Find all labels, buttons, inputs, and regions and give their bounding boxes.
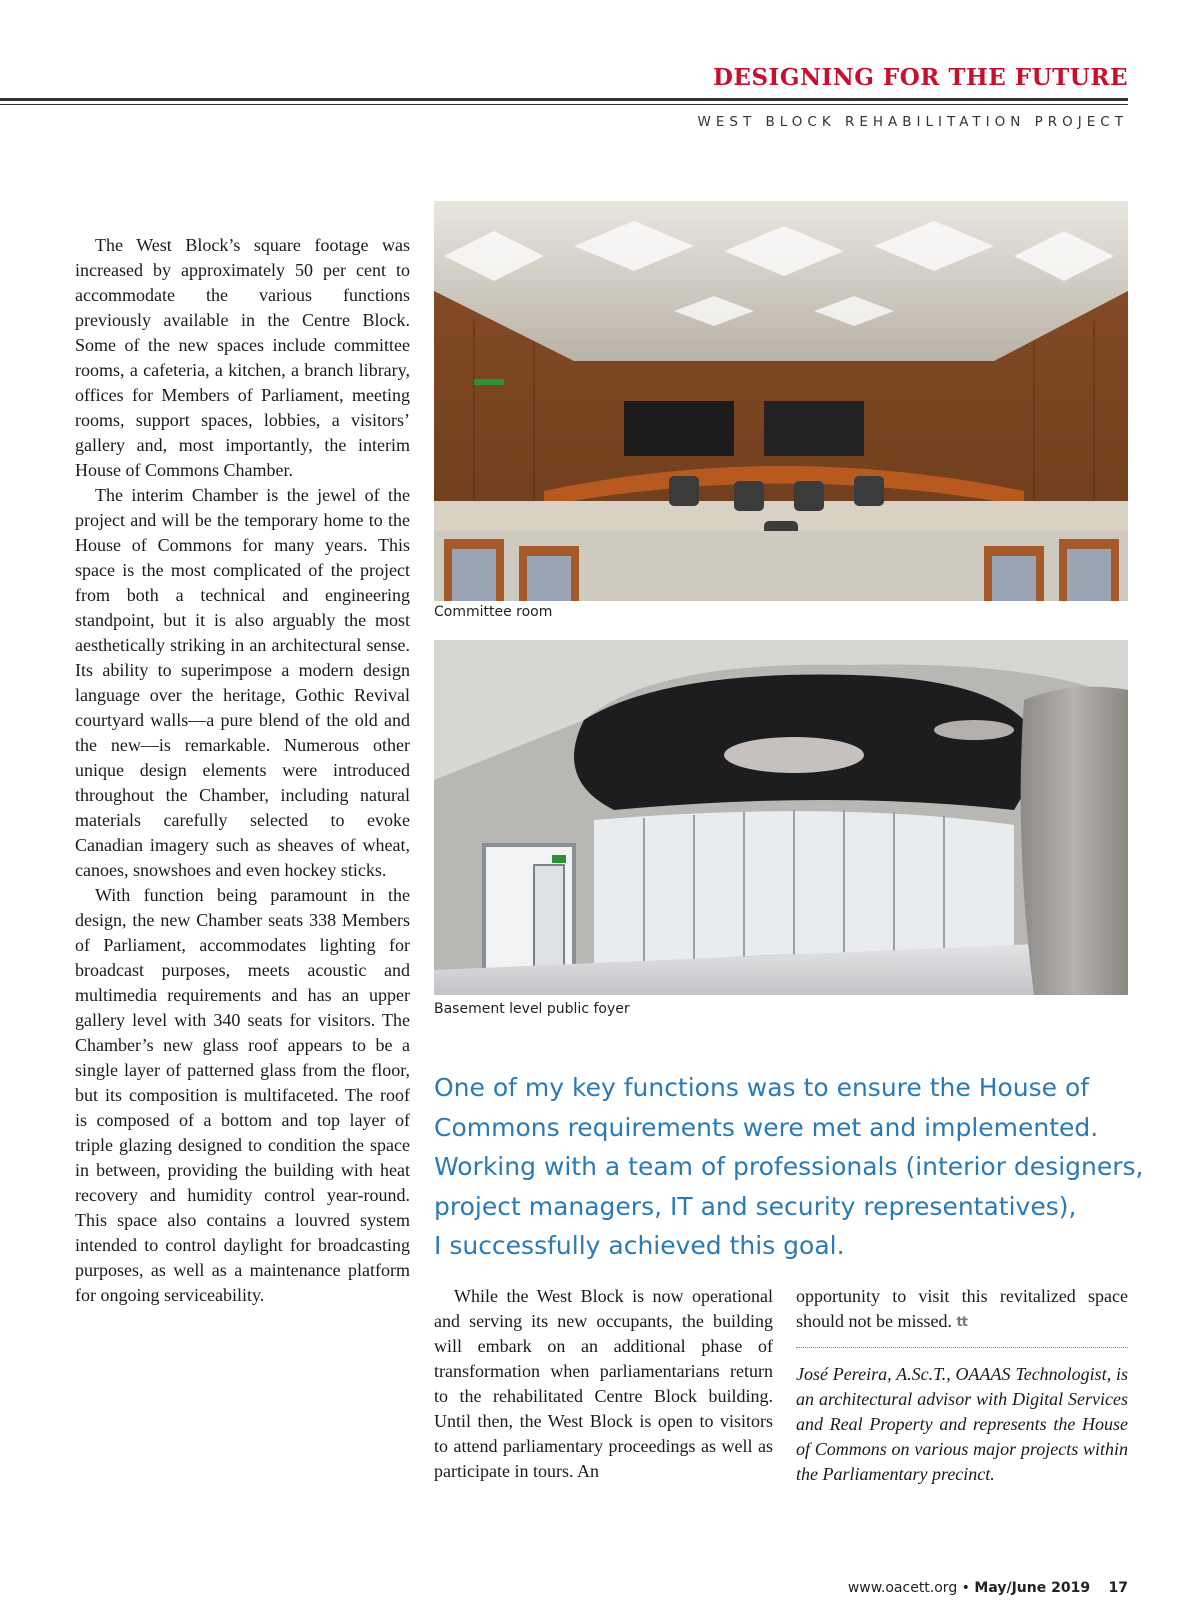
pull-quote: [434, 1068, 1144, 1266]
pull-quote-line: I successfully achieved this goal.: [434, 1231, 845, 1260]
paragraph: The interim Chamber is the jewel of the project and will be the temporary home to the House of Commons for many years. This space is the most complicated of the project from both a technical and engineering standpoint, but it is also arguably the most aesthetically striking in an architectural sense. Its ability to superimpose a modern design language over the heritage, Gothic Revival courtyard walls—a pure blend of the old and the new—is remarkable. Numerous other unique design elements were introduced throughout the Chamber, including natural materials carefully selected to evoke Canadian imagery such as sheaves of wheat, canoes, snowshoes and even hockey sticks.: [75, 485, 410, 880]
pull-quote-line: Working with a team of professionals (interior designers,: [434, 1152, 1144, 1181]
photo-caption: Committee room: [434, 604, 553, 620]
section-title: DESIGNING FOR THE FUTURE: [712, 64, 1128, 91]
page-number: 17: [1108, 1580, 1128, 1596]
middle-column: [434, 1284, 773, 1484]
pull-quote-line: One of my key functions was to ensure the House of: [434, 1073, 1090, 1102]
paragraph: The West Block’s square footage was increased by approximately 50 per cent to accommodate the various functions previously available in the Centre Block. Some of the new spaces include committee rooms, a cafeteria, a kitchen, a branch library, offices for Members of Parliament, meeting rooms, support spaces, lobbies, a visitors’ gallery and, most importantly, the interim House of Commons Chamber.: [75, 235, 410, 480]
paragraph: With function being paramount in the design, the new Chamber seats 338 Members of Parliament, accommodates lighting for broadcast purposes, meets acoustic and multimedia requirements and has an upper gallery level with 340 seats for visitors. The Chamber’s new glass roof appears to be a single layer of patterned glass from the floor, but its composition is multifaceted. The roof is composed of a bottom and top layer of triple glazing designed to condition the space in between, providing the building with heat recovery and humidity control year-round. This space also contains a louvred system intended to control daylight for broadcasting purposes, as well as a maintenance platform for ongoing serviceability.: [75, 885, 410, 1305]
website-link[interactable]: www.oacett.org: [847, 1580, 958, 1596]
pull-quote-line: Commons requirements were met and implemented.: [434, 1112, 1099, 1142]
right-column: [796, 1284, 1128, 1487]
committee-room-photo: [434, 201, 1128, 601]
section-subtitle: WEST BLOCK REHABILITATION PROJECT: [697, 114, 1128, 130]
header-rule-thin: [0, 104, 1128, 105]
author-bio: José Pereira, A.Sc.T., OAAAS Technologist, is an architectural advisor with Digital Services and Real Property and represents the House of Commons on various major projects within the Parliamentary precinct.: [796, 1364, 1128, 1484]
issue-date: May/June 2019: [974, 1580, 1091, 1596]
left-column: [75, 233, 410, 1308]
end-mark-icon: tt: [956, 1315, 967, 1330]
pull-quote-line: project managers, IT and security representatives),: [434, 1191, 1077, 1221]
footer-separator: •: [961, 1580, 970, 1596]
photo-caption: Basement level public foyer: [434, 1001, 630, 1017]
divider: [796, 1347, 1128, 1348]
header-rule-thick: [0, 98, 1128, 101]
closing-text: opportunity to visit this revitalized space should not be missed.: [796, 1286, 1128, 1331]
public-foyer-photo: [434, 640, 1128, 995]
paragraph: While the West Block is now operational and serving its new occupants, the building will embark on an additional phase of transformation when parliamentarians return to the rehabilitated Centre Block building. Until then, the West Block is open to visitors to attend parliamentary proceedings as well as participate in tours. An: [434, 1286, 773, 1481]
page-footer: [848, 1580, 1128, 1596]
paragraph: [796, 1284, 1128, 1335]
